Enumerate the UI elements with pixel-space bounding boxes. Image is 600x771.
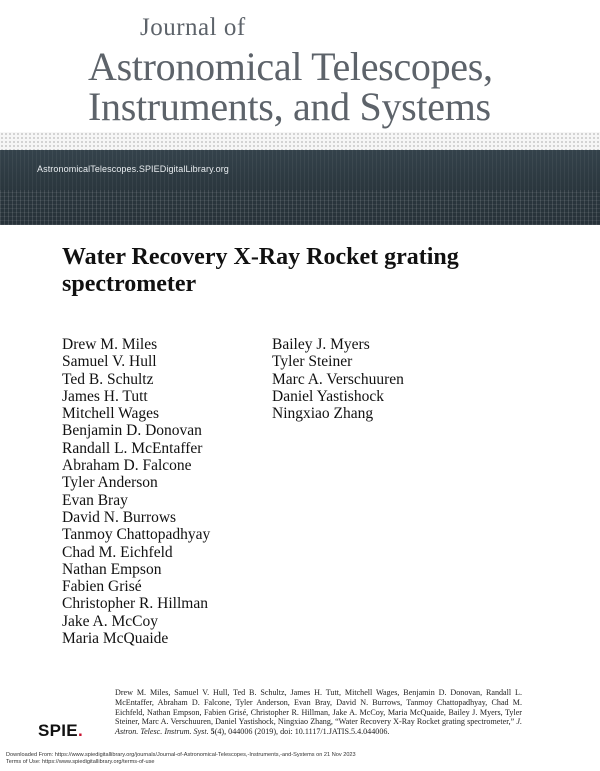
author-name: Abraham D. Falcone bbox=[62, 457, 192, 475]
author-name: Tanmoy Chattopadhyay bbox=[62, 526, 211, 544]
terms-of-use-link[interactable]: Terms of Use: https://www.spiedigitallibrary.org/terms-of-use bbox=[6, 759, 155, 765]
header-dot-pattern bbox=[0, 132, 600, 150]
author-name: Ted B. Schultz bbox=[62, 370, 154, 388]
author-name: Marc A. Verschuuren bbox=[272, 370, 404, 388]
spie-logo-text: SPIE bbox=[38, 721, 78, 740]
spie-logo bbox=[38, 721, 83, 741]
spie-logo-dot: . bbox=[77, 721, 83, 740]
author-list-left bbox=[62, 336, 210, 647]
article-title: Water Recovery X-Ray Rocket grating spectrometer bbox=[62, 244, 459, 297]
author-name: Mitchell Wages bbox=[62, 405, 160, 423]
author-list-right bbox=[272, 336, 404, 422]
author-name: Evan Bray bbox=[62, 491, 128, 509]
author-name: Bailey J. Myers bbox=[272, 336, 370, 353]
citation-journal: J. Astron. Telesc. Instrum. Syst. bbox=[115, 717, 522, 737]
author-name: Christopher R. Hillman bbox=[62, 595, 208, 613]
citation-authors: Drew M. Miles, Samuel V. Hull, Ted B. Schultz, James H. Tutt, Mitchell Wages, Benjamin D. Donovan, Randall L. McEntaffer, Abraham D. Falcone, Tyler Anderson, Evan Bray, David N. Burrows, Tanmoy Chattopadhyay, Chad M. Eichfeld, Nathan Empson, Fabien Grisé, Christopher R. Hillman, Jake A. McCoy, Maria McQuaide, Bailey J. Myers, Tyler Steiner, Marc A. Verschuuren, Daniel Yastishock, Ningxiao Zhang, bbox=[115, 688, 522, 727]
author-name: David N. Burrows bbox=[62, 508, 177, 526]
citation-block bbox=[115, 688, 522, 737]
journal-name-line-1: Astronomical Telescopes, bbox=[88, 44, 493, 89]
journal-name-line-2: Instruments, and Systems bbox=[88, 84, 491, 129]
journal-header bbox=[0, 0, 600, 146]
citation-volume: 5 bbox=[210, 727, 215, 737]
author-name: James H. Tutt bbox=[62, 387, 148, 405]
author-name: Fabien Grisé bbox=[62, 578, 142, 596]
author-name: Tyler Anderson bbox=[62, 474, 158, 492]
author-name: Jake A. McCoy bbox=[62, 612, 159, 630]
author-name: Drew M. Miles bbox=[62, 336, 158, 353]
journal-website-url[interactable]: AstronomicalTelescopes.SPIEDigitalLibrary.org bbox=[37, 164, 229, 174]
journal-of-label: Journal of bbox=[140, 14, 246, 41]
citation-title: “Water Recovery X-Ray Rocket grating spectrometer,” bbox=[335, 717, 515, 727]
author-name: Randall L. McEntaffer bbox=[62, 439, 203, 457]
download-notice: Downloaded From: https://www.spiedigitallibrary.org/journals/Journal-of-Astronomical-Telescopes,-Instruments,-and-Systems on 21 Nov 2023 bbox=[6, 752, 356, 758]
author-name: Chad M. Eichfeld bbox=[62, 543, 173, 561]
author-name: Daniel Yastishock bbox=[272, 387, 384, 405]
author-name: Ningxiao Zhang bbox=[272, 405, 374, 423]
author-name: Maria McQuaide bbox=[62, 630, 169, 648]
author-name: Tyler Steiner bbox=[272, 353, 353, 371]
citation-details: (4), 044006 (2019), doi: 10.1117/1.JATIS.5.4.044006. bbox=[214, 727, 390, 737]
author-name: Benjamin D. Donovan bbox=[62, 422, 202, 440]
author-name: Samuel V. Hull bbox=[62, 353, 157, 371]
banner-grid-pattern bbox=[0, 190, 600, 225]
author-name: Nathan Empson bbox=[62, 560, 162, 578]
